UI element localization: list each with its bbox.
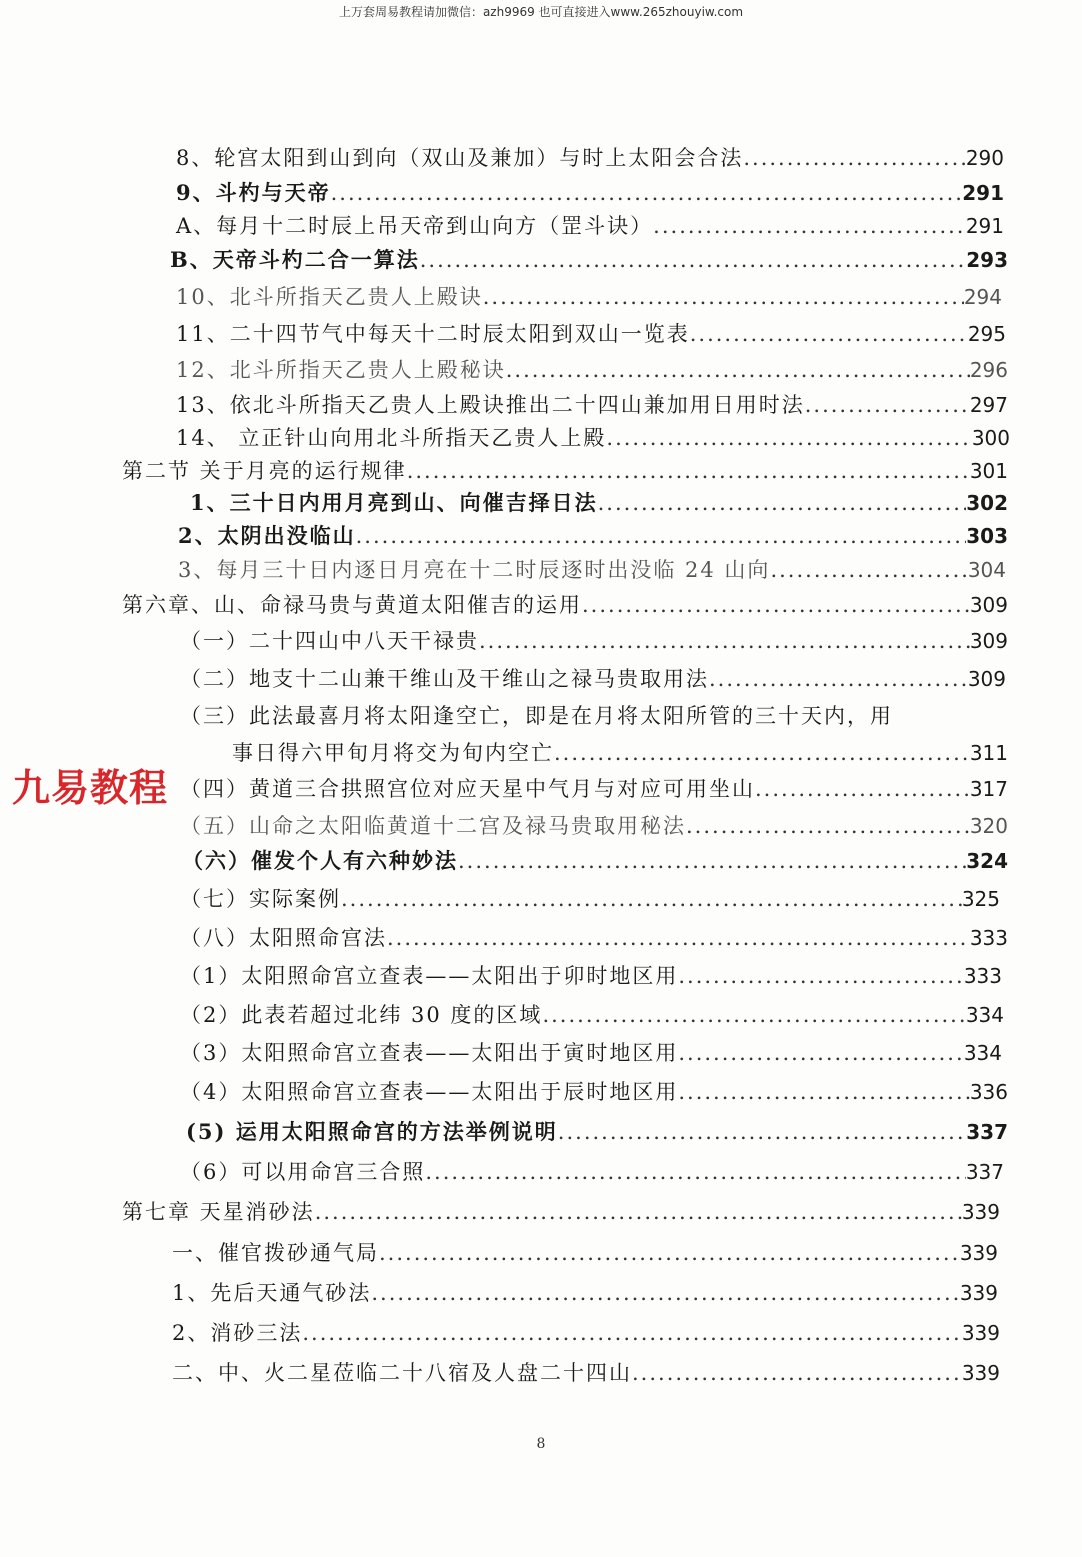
toc-entry-page: 294 bbox=[963, 285, 1002, 309]
toc-leader-dots bbox=[356, 522, 967, 550]
toc-entry[interactable] bbox=[178, 556, 1006, 584]
toc-entry-title: 13、依北斗所指天乙贵人上殿诀推出二十四山兼加用日用时法 bbox=[176, 393, 805, 417]
toc-entry-page: 339 bbox=[961, 1321, 1000, 1345]
toc-entry-page: 317 bbox=[969, 777, 1008, 801]
toc-entry-title: （6）可以用命宫三合照 bbox=[180, 1160, 426, 1184]
toc-entry-title: 9、斗杓与天帝 bbox=[176, 180, 331, 205]
toc-entry[interactable] bbox=[172, 1239, 998, 1267]
toc-entry[interactable] bbox=[176, 424, 1010, 452]
toc-leader-dots bbox=[678, 1039, 963, 1067]
toc-leader-dots bbox=[483, 283, 964, 311]
toc-entry-title: 11、二十四节气中每天十二时辰太阳到双山一览表 bbox=[176, 322, 690, 346]
toc-entry[interactable] bbox=[180, 1039, 1002, 1067]
toc-entry-page: 333 bbox=[969, 926, 1008, 950]
toc-leader-dots bbox=[542, 1001, 965, 1029]
toc-entry-title: B、天帝斗杓二合一算法 bbox=[170, 247, 420, 272]
toc-entry-title: 二、中、火二星莅临二十八宿及人盘二十四山 bbox=[172, 1361, 632, 1385]
toc-entry-page: 339 bbox=[961, 1361, 1000, 1385]
toc-entry-title: 事日得六甲旬月将交为旬内空亡 bbox=[232, 741, 554, 765]
toc-leader-dots bbox=[709, 665, 968, 693]
toc-entry-title: （四）黄道三合拱照宫位对应天星中气月与对应可用坐山 bbox=[180, 777, 755, 801]
toc-entry-page: 334 bbox=[965, 1003, 1004, 1027]
toc-leader-dots bbox=[690, 320, 968, 348]
toc-entry-title: （4）太阳照命宫立查表——太阳出于辰时地区用 bbox=[180, 1080, 679, 1104]
toc-leader-dots bbox=[743, 144, 965, 172]
toc-entry-title: （八）太阳照命宫法 bbox=[180, 926, 387, 950]
toc-entry-title: 第二节 关于月亮的运行规律 bbox=[122, 459, 407, 483]
toc-entry-title: 1、先后天通气砂法 bbox=[172, 1281, 372, 1305]
toc-leader-dots bbox=[420, 246, 967, 274]
toc-entry-page: 311 bbox=[969, 741, 1008, 765]
toc-entry[interactable] bbox=[180, 812, 1008, 840]
toc-entry-page: 333 bbox=[963, 964, 1002, 988]
toc-entry-page: 297 bbox=[969, 393, 1008, 417]
toc-entry-title: 1、三十日内用月亮到山、向催吉择日法 bbox=[190, 490, 598, 515]
toc-entry-page: 339 bbox=[959, 1281, 998, 1305]
toc-entry-title: 8、轮宫太阳到山到向（双山及兼加）与时上太阳会合法 bbox=[176, 146, 744, 170]
toc-leader-dots bbox=[315, 1198, 962, 1226]
toc-entry[interactable] bbox=[190, 489, 1008, 517]
toc-entry[interactable] bbox=[180, 885, 1000, 913]
toc-leader-dots bbox=[379, 1239, 960, 1267]
toc-entry[interactable] bbox=[170, 246, 1008, 274]
toc-leader-dots bbox=[805, 391, 970, 419]
toc-leader-dots bbox=[582, 591, 970, 619]
toc-entry[interactable] bbox=[176, 283, 1002, 311]
toc-entry-page: 309 bbox=[969, 629, 1008, 653]
toc-entry-page: 339 bbox=[959, 1241, 998, 1265]
toc-entry[interactable] bbox=[180, 1001, 1004, 1029]
toc-entry[interactable] bbox=[186, 1118, 1008, 1146]
toc-entry-page: 325 bbox=[961, 887, 1000, 911]
toc-leader-dots bbox=[598, 489, 967, 517]
toc-leader-dots bbox=[458, 847, 966, 875]
toc-entry-title: （二）地支十二山兼干维山及干维山之禄马贵取用法 bbox=[180, 667, 709, 691]
toc-entry[interactable] bbox=[176, 212, 1004, 240]
toc-leader-dots bbox=[770, 556, 967, 584]
toc-entry-page: 337 bbox=[965, 1160, 1004, 1184]
toc-leader-dots bbox=[606, 424, 971, 452]
toc-leader-dots bbox=[331, 179, 963, 207]
toc-entry-page: 301 bbox=[969, 459, 1008, 483]
toc-entry-page: 309 bbox=[969, 593, 1008, 617]
toc-leader-dots bbox=[407, 457, 970, 485]
toc-entry[interactable] bbox=[180, 665, 1006, 693]
toc-leader-dots bbox=[755, 775, 970, 803]
toc-entry[interactable] bbox=[176, 144, 1004, 172]
toc-entry[interactable] bbox=[180, 1158, 1004, 1186]
toc-entry-title: (5) 运用太阳照命宫的方法举例说明 bbox=[186, 1119, 558, 1144]
toc-entry-title: 14、 立正针山向用北斗所指天乙贵人上殿 bbox=[176, 426, 607, 450]
toc-entry-title: 第七章 天星消砂法 bbox=[122, 1200, 315, 1224]
toc-entry[interactable] bbox=[122, 591, 1008, 619]
toc-entry[interactable] bbox=[176, 391, 1008, 419]
toc-entry[interactable] bbox=[178, 522, 1008, 550]
toc-entry[interactable] bbox=[180, 1078, 1008, 1106]
toc-leader-dots bbox=[506, 356, 970, 384]
toc-leader-dots bbox=[632, 1359, 962, 1387]
toc-entry-page: 304 bbox=[967, 558, 1006, 582]
toc-entry-page: 324 bbox=[966, 849, 1008, 873]
toc-entry-title: （七）实际案例 bbox=[180, 887, 341, 911]
toc-entry-page: 302 bbox=[966, 491, 1008, 515]
toc-entry[interactable] bbox=[180, 924, 1008, 952]
toc-leader-dots bbox=[653, 212, 966, 240]
toc-entry-page: 295 bbox=[967, 322, 1006, 346]
toc-entry-page: 334 bbox=[963, 1041, 1002, 1065]
toc-entry-multiline-first[interactable]: （三）此法最喜月将太阳逢空亡，即是在月将太阳所管的三十天内，用 bbox=[180, 704, 893, 728]
toc-entry[interactable] bbox=[172, 1319, 1000, 1347]
toc-entry-title: 10、北斗所指天乙贵人上殿诀 bbox=[176, 285, 483, 309]
toc-entry-title: 2、消砂三法 bbox=[172, 1321, 303, 1345]
toc-leader-dots bbox=[678, 962, 963, 990]
toc-entry[interactable] bbox=[180, 627, 1008, 655]
toc-entry-page: 296 bbox=[969, 358, 1008, 382]
toc-leader-dots bbox=[387, 924, 970, 952]
toc-entry-page: 337 bbox=[966, 1120, 1008, 1144]
toc-entry-page: 339 bbox=[961, 1200, 1000, 1224]
toc-entry-page: 320 bbox=[969, 814, 1008, 838]
toc-entry[interactable] bbox=[176, 356, 1008, 384]
toc-entry[interactable] bbox=[122, 1198, 1000, 1226]
toc-entry-page: 293 bbox=[966, 248, 1008, 272]
toc-leader-dots bbox=[479, 627, 970, 655]
toc-entry[interactable] bbox=[180, 962, 1002, 990]
toc-entry-title: 3、每月三十日内逐日月亮在十二时辰逐时出没临 24 山向 bbox=[178, 558, 771, 582]
toc-entry-title: 12、北斗所指天乙贵人上殿秘诀 bbox=[176, 358, 506, 382]
toc-entry[interactable] bbox=[182, 847, 1008, 875]
toc-entry[interactable] bbox=[176, 179, 1004, 207]
toc-leader-dots bbox=[341, 885, 962, 913]
toc-entry-page: 300 bbox=[971, 426, 1010, 450]
toc-entry-page: 291 bbox=[965, 214, 1004, 238]
toc-entry-page: 309 bbox=[967, 667, 1006, 691]
page-number: 8 bbox=[536, 1436, 546, 1452]
toc-entry-title: （2）此表若超过北纬 30 度的区域 bbox=[180, 1003, 543, 1027]
toc-entry-title: （3）太阳照命宫立查表——太阳出于寅时地区用 bbox=[180, 1041, 679, 1065]
toc-entry-title: （一）二十四山中八天干禄贵 bbox=[180, 629, 479, 653]
toc-entry-page: 303 bbox=[966, 524, 1008, 548]
toc-entry[interactable] bbox=[122, 457, 1008, 485]
toc-leader-dots bbox=[554, 739, 970, 767]
toc-entry-title: （五）山命之太阳临黄道十二宫及禄马贵取用秘法 bbox=[180, 814, 686, 838]
toc-entry[interactable] bbox=[172, 1279, 998, 1307]
toc-leader-dots bbox=[678, 1078, 969, 1106]
toc-leader-dots bbox=[371, 1279, 959, 1307]
toc-leader-dots bbox=[302, 1319, 961, 1347]
toc-entry[interactable] bbox=[180, 775, 1008, 803]
toc-entry-page: 291 bbox=[962, 181, 1004, 205]
toc-entry-title: 一、催官拨砂通气局 bbox=[172, 1241, 379, 1265]
toc-entry-multiline-continuation[interactable] bbox=[232, 739, 1008, 767]
toc-entry-title: （1）太阳照命宫立查表——太阳出于卯时地区用 bbox=[180, 964, 679, 988]
toc-entry-title: 2、太阴出没临山 bbox=[178, 523, 356, 548]
toc-entry-title: （六）催发个人有六种妙法 bbox=[182, 848, 458, 873]
toc-entry-page: 336 bbox=[969, 1080, 1008, 1104]
toc-entry-title: 第六章、山、命禄马贵与黄道太阳催吉的运用 bbox=[122, 593, 582, 617]
toc-entry-page: 290 bbox=[965, 146, 1004, 170]
toc-entry[interactable] bbox=[176, 320, 1006, 348]
toc-leader-dots bbox=[558, 1118, 966, 1146]
toc-entry-title: A、每月十二时辰上吊天帝到山向方（罡斗诀） bbox=[176, 214, 654, 238]
toc-entry[interactable] bbox=[172, 1359, 1000, 1387]
toc-leader-dots bbox=[425, 1158, 965, 1186]
toc-leader-dots bbox=[686, 812, 970, 840]
watermark-logo: 九易教程 bbox=[12, 766, 169, 810]
page-header: 上万套周易教程请加微信：azh9969 也可直接进入www.265zhouyiw.com bbox=[338, 5, 744, 19]
